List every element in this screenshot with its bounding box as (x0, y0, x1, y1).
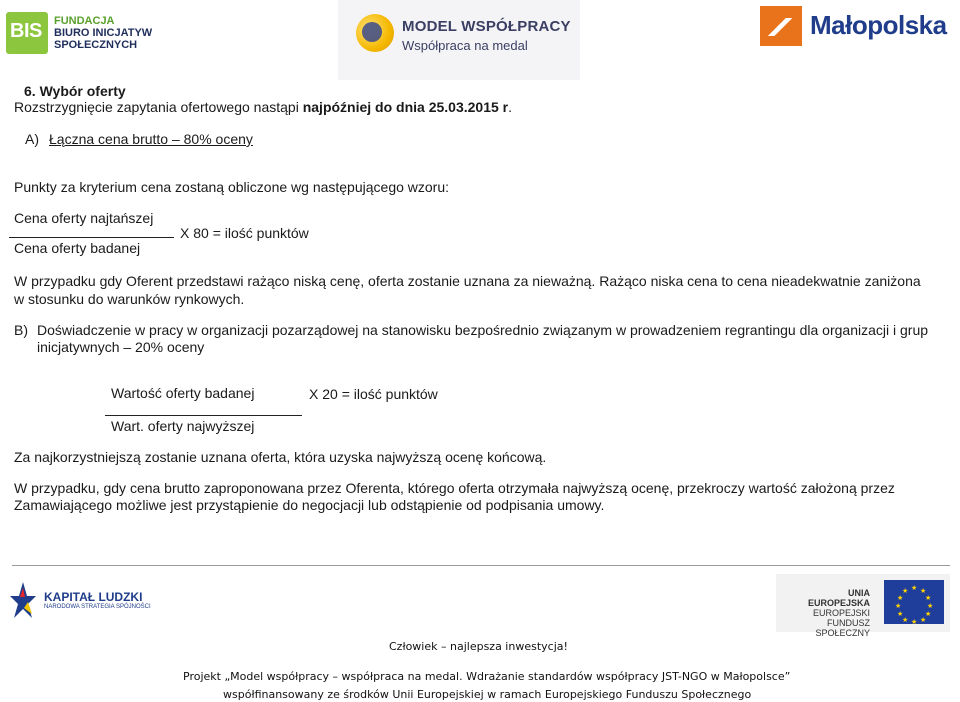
kapital-ludzki-title: KAPITAŁ LUDZKI (44, 590, 143, 604)
criterion-b-marker: B) (14, 322, 28, 338)
eu-logo-line3: FUNDUSZ SPOŁECZNY (815, 618, 870, 638)
negotiation-clause-line2: Zamawiającego możliwe jest przystąpienie do negocjacji lub odstąpienie od podpisania umowy. (14, 497, 605, 513)
section-heading: 6. Wybór oferty (24, 83, 126, 99)
criterion-a-marker: A) (25, 131, 39, 147)
formula-a-multiplier: X 80 = ilość punktów (180, 225, 309, 241)
malopolska-logo (760, 6, 960, 46)
deadline-paragraph (14, 99, 512, 116)
bis-logo-line3: SPOŁECZNYCH (54, 39, 138, 51)
footer-divider (12, 565, 950, 566)
eu-flag-icon: ★ ★ ★ ★ ★ ★ ★ ★ ★ ★ ★ ★ (884, 580, 944, 624)
formula-b-multiplier: X 20 = ilość punktów (309, 386, 438, 402)
negotiation-clause-line1: W przypadku, gdy cena brutto zaproponowana przez Oferenta, którego oferta otrzymała najwyższą ocenę, przekroczy wartość założoną przez (14, 480, 895, 496)
kapital-ludzki-star-icon (10, 582, 36, 618)
bis-logo-text (54, 15, 152, 51)
deadline-prefix: Rozstrzygnięcie zapytania ofertowego nastąpi (14, 99, 303, 115)
footer-motto: Człowiek – najlepsza inwestycja! (389, 640, 568, 653)
eu-logo-text (786, 588, 870, 638)
winner-statement: Za najkorzystniejszą zostanie uznana oferta, która uzyska najwyższą ocenę końcową. (14, 449, 547, 465)
medal-icon (356, 14, 394, 52)
bis-logo-letters: BIS (10, 20, 42, 42)
formula-b-denominator: Wart. oferty najwyższej (111, 418, 255, 434)
formula-a-fraction-line (9, 237, 174, 238)
deadline-date: najpóźniej do dnia 25.03.2015 r (302, 99, 509, 115)
bis-foundation-logo (6, 12, 156, 56)
criterion-b-title-line2: inicjatywnych – 20% oceny (37, 339, 205, 355)
formula-a-numerator: Cena oferty najtańszej (14, 210, 154, 226)
malopolska-emblem-icon (760, 6, 802, 46)
criterion-a-intro: Punkty za kryterium cena zostaną obliczone wg następującego wzoru: (14, 179, 450, 195)
bis-logo-mark (6, 12, 48, 54)
deadline-suffix: . (508, 99, 513, 115)
formula-b-fraction-line (105, 415, 302, 416)
footer-funding-statement: współfinansowany ze środków Unii Europejskiej w ramach Europejskiego Funduszu Społecznego (223, 688, 752, 701)
criterion-a-title: Łączna cena brutto – 80% oceny (49, 131, 253, 147)
criterion-a-note-line2: w stosunku do warunków rynkowych. (14, 291, 245, 307)
model-logo-subtitle: Współpraca na medal (402, 38, 528, 53)
model-wspolpracy-logo (338, 0, 580, 80)
eu-logo-line2: EUROPEJSKI (812, 608, 870, 618)
model-logo-title: MODEL WSPÓŁPRACY (402, 18, 571, 35)
bis-logo-line1: FUNDACJA (54, 15, 115, 27)
bis-logo-line2: BIURO INICJATYW (54, 27, 153, 39)
malopolska-logo-text: Małopolska (810, 10, 947, 40)
eu-social-fund-logo (776, 574, 950, 638)
eu-logo-line1: UNIA EUROPEJSKA (807, 588, 870, 608)
formula-a-denominator: Cena oferty badanej (14, 240, 141, 256)
criterion-a-note-line1: W przypadku gdy Oferent przedstawi rażąco niską cenę, oferta zostanie uznana za nieważną. Rażąco niska cena to cena nieadekwatnie zaniżona (14, 273, 921, 289)
kapital-ludzki-subtitle: NARODOWA STRATEGIA SPÓJNOŚCI (44, 604, 151, 610)
footer-project-name: Projekt „Model współpracy – współpraca na medal. Wdrażanie standardów współpracy JST-NGO w Małopolsce” (183, 670, 791, 683)
formula-b-numerator: Wartość oferty badanej (111, 385, 255, 401)
criterion-b-title-line1: Doświadczenie w pracy w organizacji pozarządowej na stanowisku bezpośrednio związanym w prowadzeniem regrantingu dla organizacji i grup (37, 322, 929, 338)
kapital-ludzki-logo (8, 576, 178, 624)
